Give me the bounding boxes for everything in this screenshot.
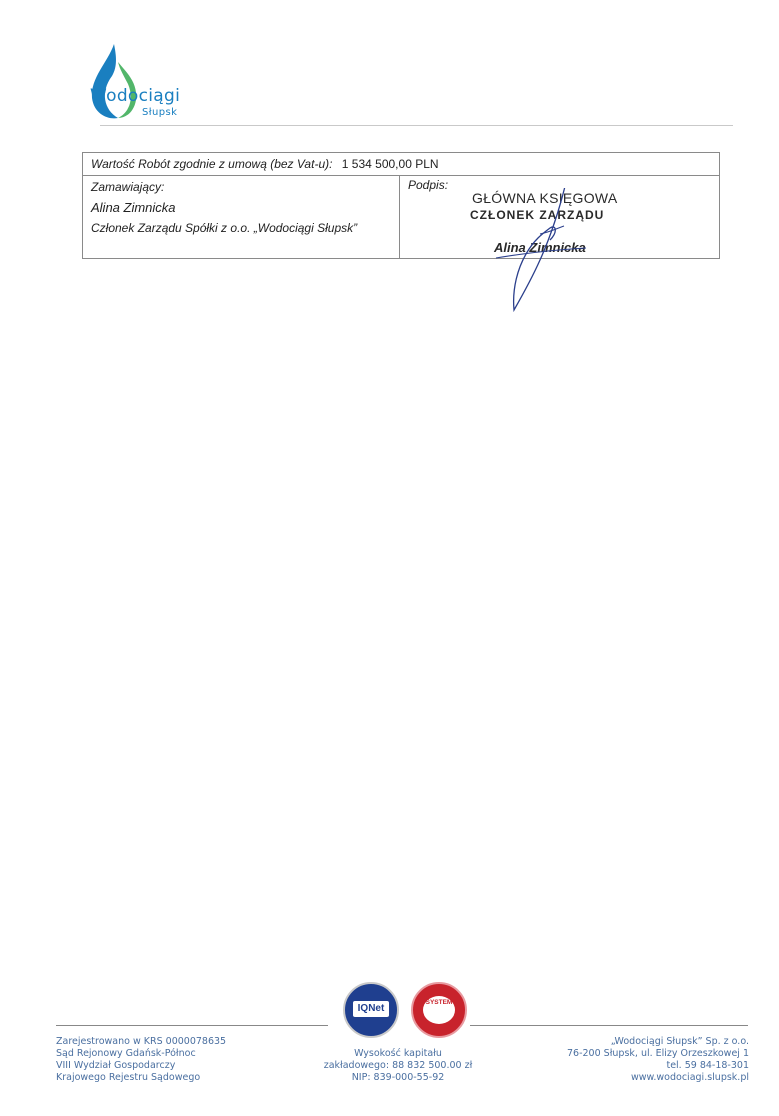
client-cell xyxy=(83,176,400,258)
logo-subtext: Słupsk xyxy=(142,107,178,118)
stamp-title: GŁÓWNA KSIĘGOWA xyxy=(472,190,618,206)
iqnet-certification-badge xyxy=(343,982,399,1038)
contact-line: „Wodociągi Słupsk” Sp. z o.o. xyxy=(610,1036,749,1047)
header-divider xyxy=(100,125,733,126)
registration-info xyxy=(56,1036,226,1084)
client-name: Alina Zimnicka xyxy=(91,200,176,215)
quality-system-badge xyxy=(411,982,467,1038)
contract-value-label: Wartość Robót zgodnie z umową (bez Vat-u): xyxy=(91,157,333,171)
client-role: Członek Zarządu Spółki z o.o. „Wodociągi Słupsk” xyxy=(91,221,358,235)
contract-value-amount: 1 534 500,00 PLN xyxy=(341,157,439,171)
client-label: Zamawiający: xyxy=(91,180,165,194)
capital-line: Wysokość kapitału xyxy=(354,1048,442,1059)
registration-line: Sąd Rejonowy Gdańsk-Północ xyxy=(56,1048,196,1059)
contract-value-row xyxy=(83,153,719,176)
company-logo xyxy=(86,42,196,126)
capital-line: zakładowego: 88 832 500.00 zł xyxy=(323,1060,473,1071)
iqnet-badge-label: IQNet xyxy=(353,1001,389,1017)
registration-line: VIII Wydział Gospodarczy xyxy=(56,1060,176,1071)
capital-line: NIP: 839-000-55-92 xyxy=(351,1072,445,1083)
signature-label: Podpis: xyxy=(408,178,449,192)
website-link[interactable]: www.wodociagi.slupsk.pl xyxy=(630,1072,749,1083)
contact-line: 76-200 Słupsk, ul. Elizy Orzeszkowej 1 xyxy=(567,1048,749,1059)
water-drop-icon xyxy=(86,42,146,122)
company-contact-info xyxy=(567,1036,749,1084)
registration-line: Zarejestrowano w KRS 0000078635 xyxy=(56,1036,227,1047)
contact-line: tel. 59 84-18-301 xyxy=(666,1060,749,1071)
stamp-name: Alina Zimnicka xyxy=(494,240,586,255)
capital-info xyxy=(306,1048,490,1084)
footer-divider-right xyxy=(470,1025,748,1026)
stamp-role: CZŁONEK ZARZĄDU xyxy=(470,208,605,222)
system-badge-label: SYSTEM xyxy=(423,996,455,1024)
handwritten-signature xyxy=(400,188,650,318)
signature-stamp xyxy=(400,188,650,318)
registration-line: Krajowego Rejestru Sądowego xyxy=(56,1072,201,1083)
logo-text: Wodociągi xyxy=(90,86,181,106)
footer-divider-left xyxy=(56,1025,328,1026)
